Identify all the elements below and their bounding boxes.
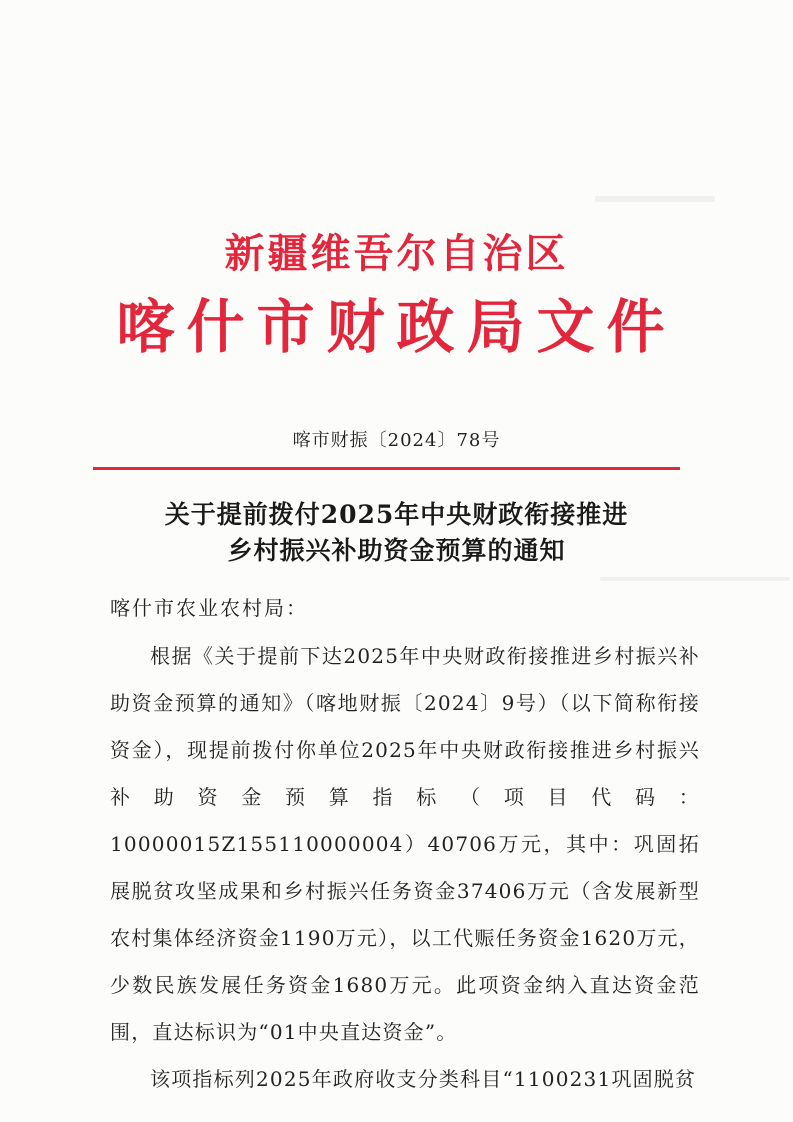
issuer-title: 喀什市财政局文件 bbox=[116, 293, 677, 361]
title-line-1: 关于提前拨付2025年中央财政衔接推进 bbox=[164, 500, 629, 529]
scan-artifact bbox=[595, 196, 715, 202]
document-title bbox=[0, 497, 793, 569]
title-line-2: 乡村振兴补助资金预算的通知 bbox=[227, 536, 566, 565]
paragraph: 该项指标列2025年政府收支分类科目“1100231巩固脱贫 bbox=[150, 1067, 697, 1091]
body-text bbox=[110, 633, 700, 1103]
red-divider-line bbox=[93, 467, 680, 470]
paragraph: 根据《关于提前下达2025年中央财政衔接推进乡村振兴补助资金预算的通知》（喀地财振〔2024〕9号）（以下简称衔接资金），现提前拨付你单位2025年中央财政衔接推进乡村振兴补助资金预算指标（项目代码：10000015Z155110000004）40706万元，其中：巩固拓展脱贫攻坚成果和乡村振兴任务资金37406万元（含发展新型农村集体经济资金1190万元），以工代赈任务资金1620万元，少数民族发展任务资金1680万元。此项资金纳入直达资金范围，直达标识为“01中央直达资金”。 bbox=[110, 644, 700, 1044]
issuer-region: 新疆维吾尔自治区 bbox=[224, 230, 569, 277]
scan-artifact bbox=[600, 577, 790, 581]
addressee: 喀什市农业农村局： bbox=[110, 596, 308, 620]
document-number: 喀市财振〔2024〕78号 bbox=[292, 430, 501, 451]
